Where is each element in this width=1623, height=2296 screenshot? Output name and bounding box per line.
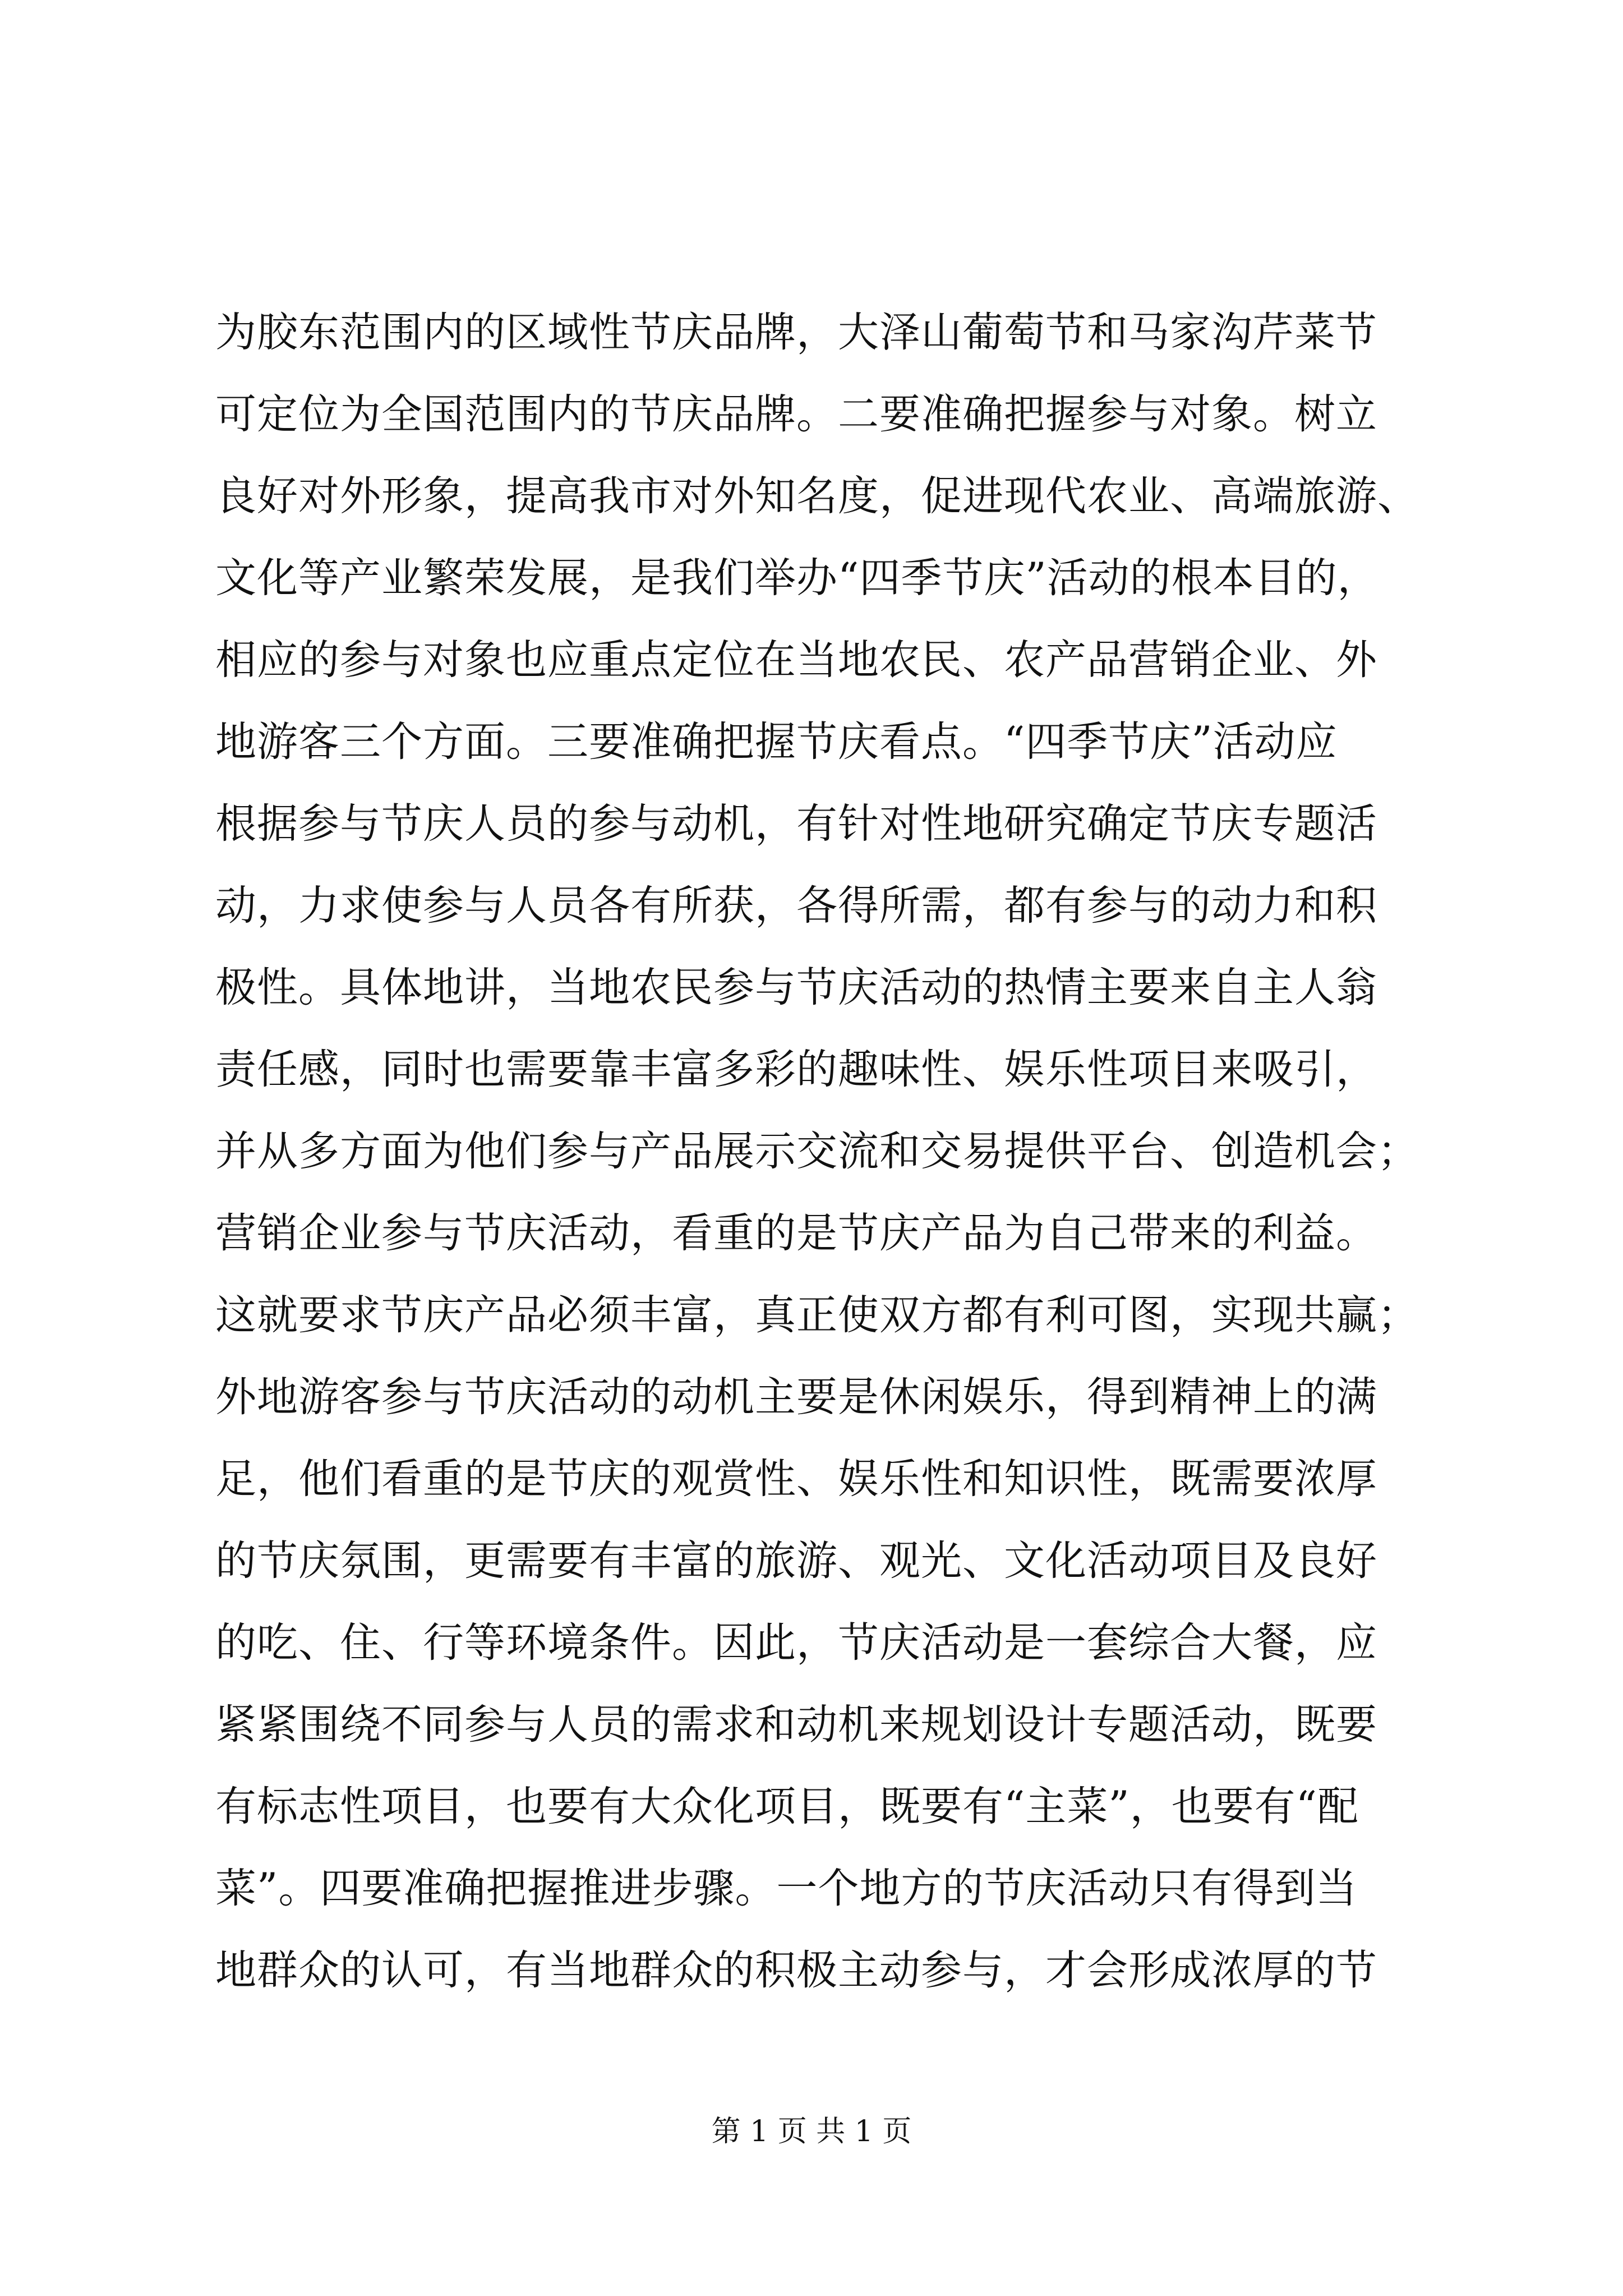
body-text <box>215 292 1419 2012</box>
text-line: 动，力求使参与人员各有所获，各得所需，都有参与的动力和积 <box>215 882 1377 930</box>
text-line: 紧紧围绕不同参与人员的需求和动机来规划设计专题活动，既要 <box>215 1701 1377 1749</box>
text-line: 的吃、住、行等环境条件。因此，节庆活动是一套综合大餐，应 <box>215 1619 1377 1667</box>
text-line: 地群众的认可，有当地群众的积极主动参与，才会形成浓厚的节 <box>215 1947 1377 1994</box>
text-line: 地游客三个方面。三要准确把握节庆看点。“四季节庆”活动应 <box>215 718 1338 766</box>
text-line: 这就要求节庆产品必须丰富，真正使双方都有利可图，实现共赢； <box>215 1291 1419 1339</box>
page-footer <box>0 2109 1623 2154</box>
page-number-label: 第 1 页 共 1 页 <box>711 2115 912 2148</box>
text-line: 的节庆氛围，更需要有丰富的旅游、观光、文化活动项目及良好 <box>215 1537 1377 1585</box>
text-line: 外地游客参与节庆活动的动机主要是休闲娱乐，得到精神上的满 <box>215 1373 1377 1421</box>
text-line: 有标志性项目，也要有大众化项目，既要有“主菜”，也要有“配 <box>215 1783 1359 1830</box>
text-line: 为胶东范围内的区域性节庆品牌，大泽山葡萄节和马家沟芹菜节 <box>215 309 1377 356</box>
text-line: 并从多方面为他们参与产品展示交流和交易提供平台、创造机会； <box>215 1128 1419 1175</box>
text-line: 菜”。四要准确把握推进步骤。一个地方的节庆活动只有得到当 <box>215 1865 1358 1912</box>
text-line: 足，他们看重的是节庆的观赏性、娱乐性和知识性，既需要浓厚 <box>215 1455 1377 1503</box>
text-line: 文化等产业繁荣发展，是我们举办“四季节庆”活动的根本目的， <box>215 554 1379 602</box>
text-line: 营销企业参与节庆活动，看重的是节庆产品为自己带来的利益。 <box>215 1209 1377 1257</box>
text-line: 相应的参与对象也应重点定位在当地农民、农产品营销企业、外 <box>215 636 1377 684</box>
text-line: 极性。具体地讲，当地农民参与节庆活动的热情主要来自主人翁 <box>215 964 1377 1011</box>
text-line: 责任感，同时也需要靠丰富多彩的趣味性、娱乐性项目来吸引， <box>215 1046 1377 1093</box>
text-line: 可定位为全国范围内的节庆品牌。二要准确把握参与对象。树立 <box>215 390 1377 438</box>
text-line: 良好对外形象，提高我市对外知名度，促进现代农业、高端旅游、 <box>215 472 1419 520</box>
text-line: 根据参与节庆人员的参与动机，有针对性地研究确定节庆专题活 <box>215 800 1377 848</box>
